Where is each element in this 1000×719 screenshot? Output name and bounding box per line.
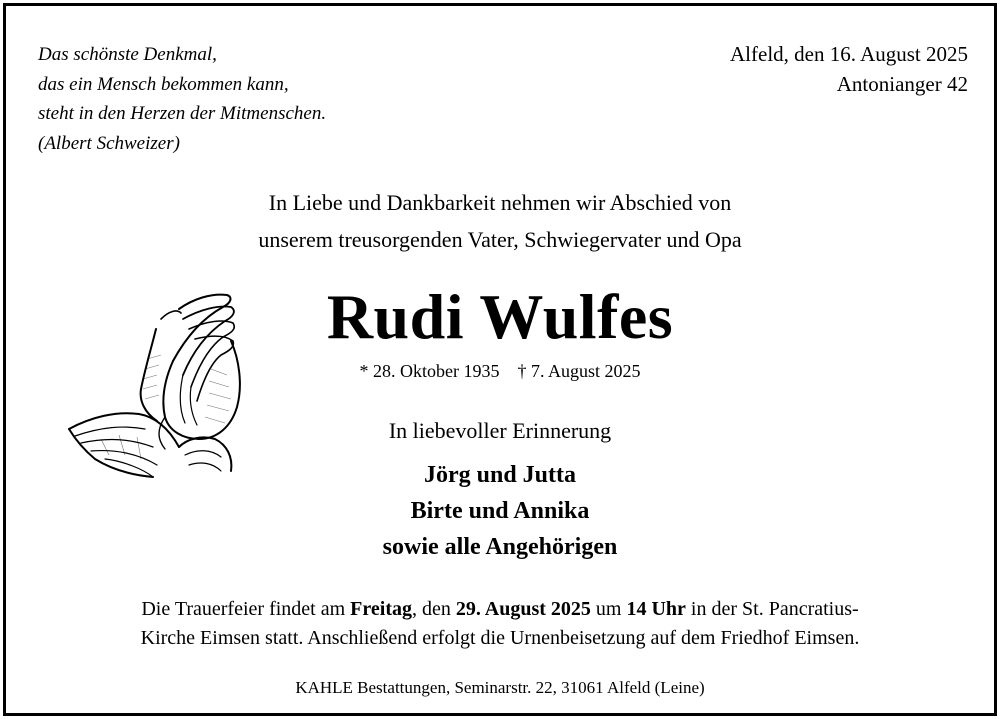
service-text: , den (411, 598, 456, 620)
service-time: 14 Uhr (626, 598, 686, 620)
birth-date: * 28. Oktober 1935 (359, 361, 500, 381)
memory-line: In liebevoller Erinnerung (388, 418, 612, 443)
quote-block (38, 40, 326, 158)
mourner-line: sowie alle Angehörigen (382, 534, 618, 560)
obituary-notice (3, 3, 997, 716)
mourner-line: Birte und Annika (410, 498, 590, 524)
mourner-line: Jörg und Jutta (423, 462, 577, 488)
intro-line: In Liebe und Dankbarkeit nehmen wir Abschied von (268, 190, 732, 215)
quote-author: (Albert Schweizer) (38, 132, 180, 154)
service-date: 29. August 2025 (455, 598, 591, 620)
deceased-name: Rudi Wulfes (326, 281, 674, 352)
funeral-service-info (6, 595, 994, 653)
service-line-2: Kirche Eimsen statt. Anschließend erfolgt die Urnenbeisetzung auf dem Friedhof Eimsen. (140, 627, 860, 649)
city-date: Alfeld, den 16. August 2025 (730, 42, 968, 66)
intro-line: unserem treusorgenden Vater, Schwiegervater und Opa (258, 227, 742, 252)
service-day: Freitag (350, 598, 412, 620)
quote-line: Das schönste Denkmal, (38, 44, 217, 65)
service-line-1 (6, 595, 994, 624)
place-date-block (730, 40, 968, 99)
death-date: † 7. August 2025 (517, 361, 641, 381)
mourners-list (6, 457, 994, 565)
address: Antonianger 42 (836, 71, 968, 96)
service-text: in der St. Pancratius- (685, 598, 859, 620)
undertaker-info: KAHLE Bestattungen, Seminarstr. 22, 31061 Alfeld (Leine) (295, 678, 705, 697)
service-text: um (590, 598, 627, 620)
intro-text (6, 184, 994, 258)
quote-line: das ein Mensch bekommen kann, (38, 73, 289, 95)
quote-line: steht in den Herzen der Mitmenschen. (38, 103, 327, 124)
life-dates (6, 359, 994, 383)
service-text: Die Trauerfeier findet am (141, 598, 351, 620)
